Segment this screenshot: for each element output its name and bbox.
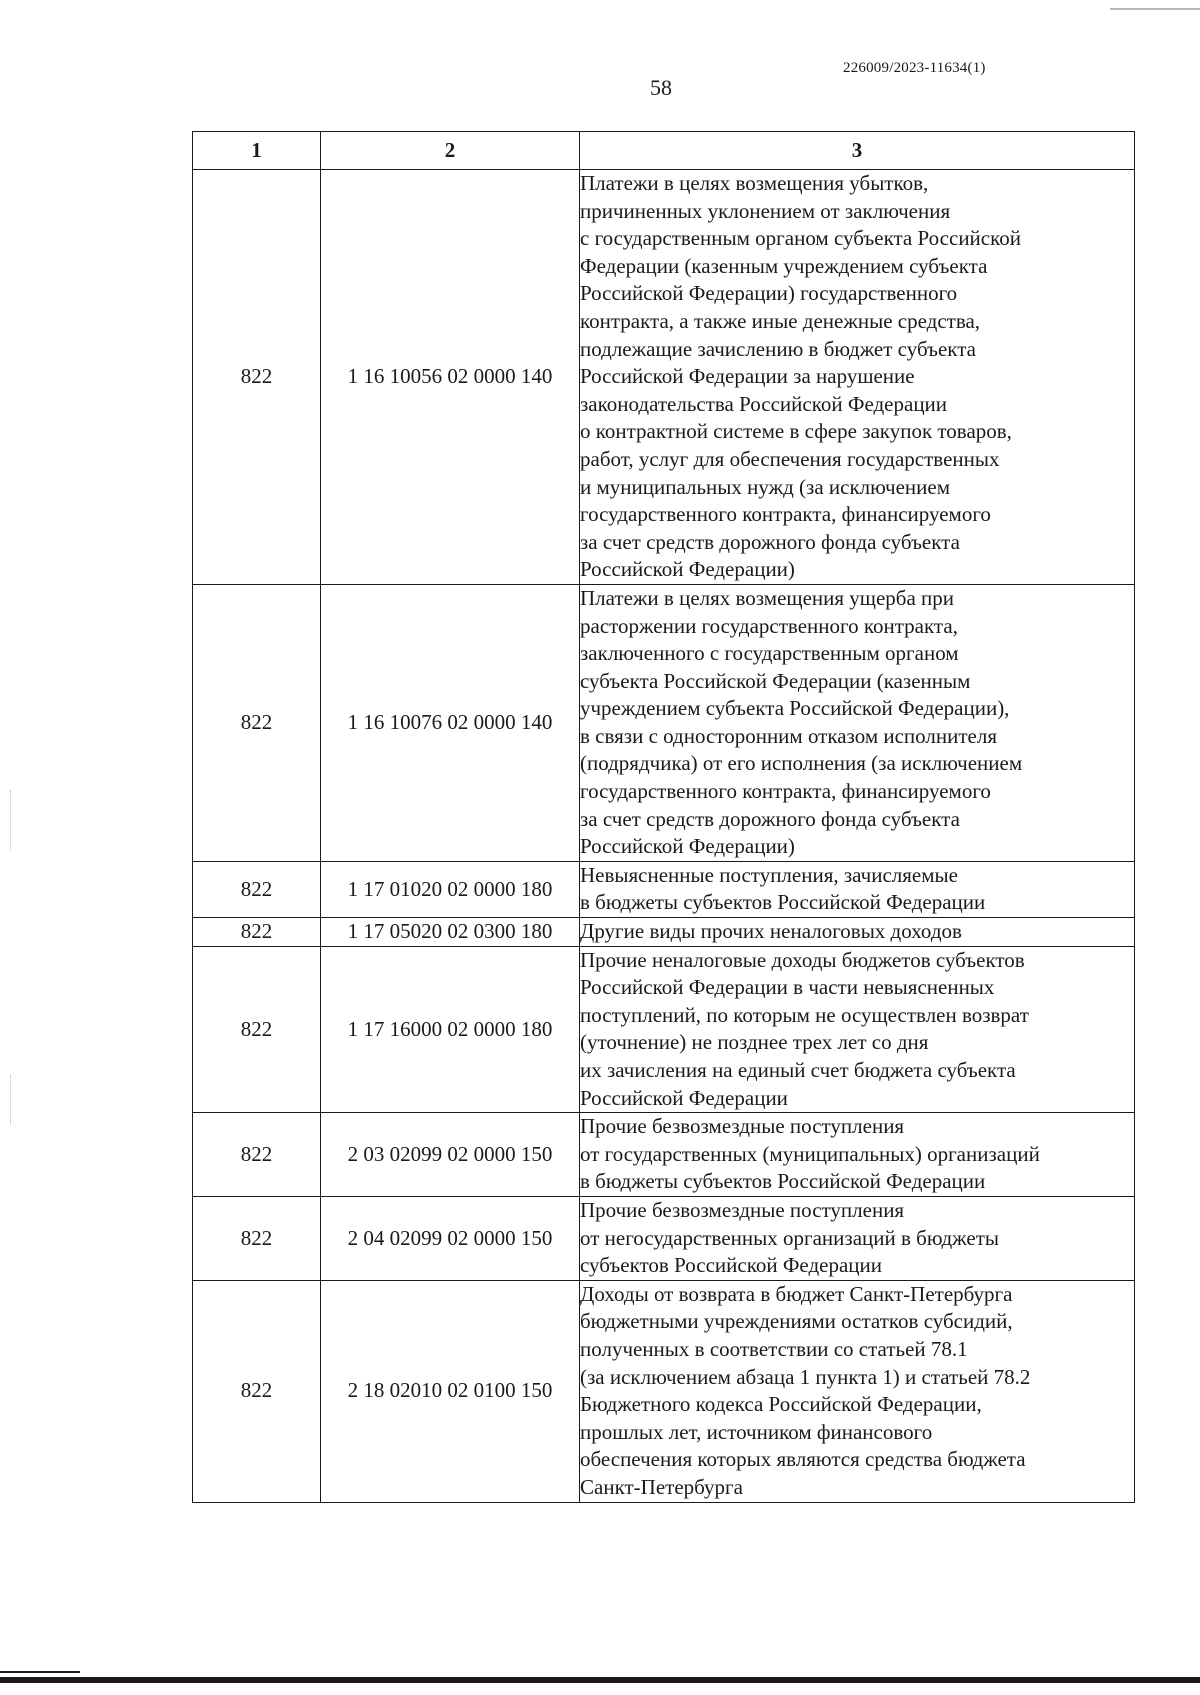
budget-codes-table xyxy=(192,131,1135,1503)
admin-code-cell: 822 xyxy=(193,170,321,585)
revenue-description-cell: Прочие неналоговые доходы бюджетов субъектов Российской Федерации в части невыясненных поступлений, по которым не осуществлен возврат (уточнение) не позднее трех лет со дня их зачисления на единый счет бюджета субъекта Российской Федерации xyxy=(580,946,1135,1113)
table-header xyxy=(193,132,1135,170)
column-header-1: 1 xyxy=(193,132,321,170)
admin-code-cell: 822 xyxy=(193,1113,321,1197)
revenue-description-cell: Доходы от возврата в бюджет Санкт-Петербурга бюджетными учреждениями остатков субсидий, полученных в соответствии со статьей 78.1 (за исключением абзаца 1 пункта 1) и статьей 78.2 Бюджетного кодекса Российской Федерации, прошлых лет, источником финансового обеспечения которых являются средства бюджета Санкт-Петербурга xyxy=(580,1280,1135,1502)
revenue-description-cell: Прочие безвозмездные поступления от негосударственных организаций в бюджеты субъектов Российской Федерации xyxy=(580,1196,1135,1280)
admin-code-cell: 822 xyxy=(193,861,321,917)
table-row xyxy=(193,861,1135,917)
budget-classification-code-cell: 2 18 02010 02 0100 150 xyxy=(321,1280,580,1502)
admin-code-cell: 822 xyxy=(193,946,321,1113)
admin-code-cell: 822 xyxy=(193,918,321,947)
scan-top-edge-line xyxy=(1110,8,1200,10)
table-body xyxy=(193,170,1135,1503)
budget-classification-code-cell: 1 17 05020 02 0300 180 xyxy=(321,918,580,947)
revenue-description-cell: Прочие безвозмездные поступления от государственных (муниципальных) организаций в бюджеты субъектов Российской Федерации xyxy=(580,1113,1135,1197)
page-number: 58 xyxy=(650,75,672,100)
revenue-description-cell: Платежи в целях возмещения ущерба при расторжении государственного контракта, заключенного с государственным органом субъекта Российской Федерации (казенным учреждением субъекта Российской Федерации), в связи с односторонним отказом исполнителя (подрядчика) от его исполнения (за исключением государственного контракта, финансируемого за счет средств дорожного фонда субъекта Российской Федерации) xyxy=(580,584,1135,861)
table-row xyxy=(193,584,1135,861)
revenue-description-cell: Платежи в целях возмещения убытков, причиненных уклонением от заключения с государственным органом субъекта Российской Федерации (казенным учреждением субъекта Российской Федерации) государственного контракта, а также иные денежные средства, подлежащие зачислению в бюджет субъекта Российской Федерации за нарушение законодательства Российской Федерации о контрактной системе в сфере закупок товаров, работ, услуг для обеспечения государственных и муниципальных нужд (за исключением государственного контракта, финансируемого за счет средств дорожного фонда субъекта Российской Федерации) xyxy=(580,170,1135,585)
table-row xyxy=(193,170,1135,585)
scan-artifact xyxy=(10,790,12,850)
table-row xyxy=(193,1196,1135,1280)
column-header-2: 2 xyxy=(321,132,580,170)
budget-classification-code-cell: 1 16 10076 02 0000 140 xyxy=(321,584,580,861)
budget-classification-code-cell: 1 17 16000 02 0000 180 xyxy=(321,946,580,1113)
table-row xyxy=(193,1280,1135,1502)
table-header-row xyxy=(193,132,1135,170)
revenue-description-cell: Другие виды прочих неналоговых доходов xyxy=(580,918,1135,947)
document-registration-number: 226009/2023-11634(1) xyxy=(843,60,986,76)
admin-code-cell: 822 xyxy=(193,1196,321,1280)
budget-classification-code-cell: 2 04 02099 02 0000 150 xyxy=(321,1196,580,1280)
scan-artifact xyxy=(10,1075,12,1125)
admin-code-cell: 822 xyxy=(193,1280,321,1502)
table-row xyxy=(193,1113,1135,1197)
column-header-3: 3 xyxy=(580,132,1135,170)
admin-code-cell: 822 xyxy=(193,584,321,861)
scan-bottom-edge-line xyxy=(0,1671,80,1673)
budget-classification-code-cell: 2 03 02099 02 0000 150 xyxy=(321,1113,580,1197)
table-row xyxy=(193,946,1135,1113)
scan-bottom-edge-bar xyxy=(0,1677,1200,1683)
budget-classification-code-cell: 1 17 01020 02 0000 180 xyxy=(321,861,580,917)
revenue-description-cell: Невыясненные поступления, зачисляемые в бюджеты субъектов Российской Федерации xyxy=(580,861,1135,917)
budget-classification-code-cell: 1 16 10056 02 0000 140 xyxy=(321,170,580,585)
table-row xyxy=(193,918,1135,947)
